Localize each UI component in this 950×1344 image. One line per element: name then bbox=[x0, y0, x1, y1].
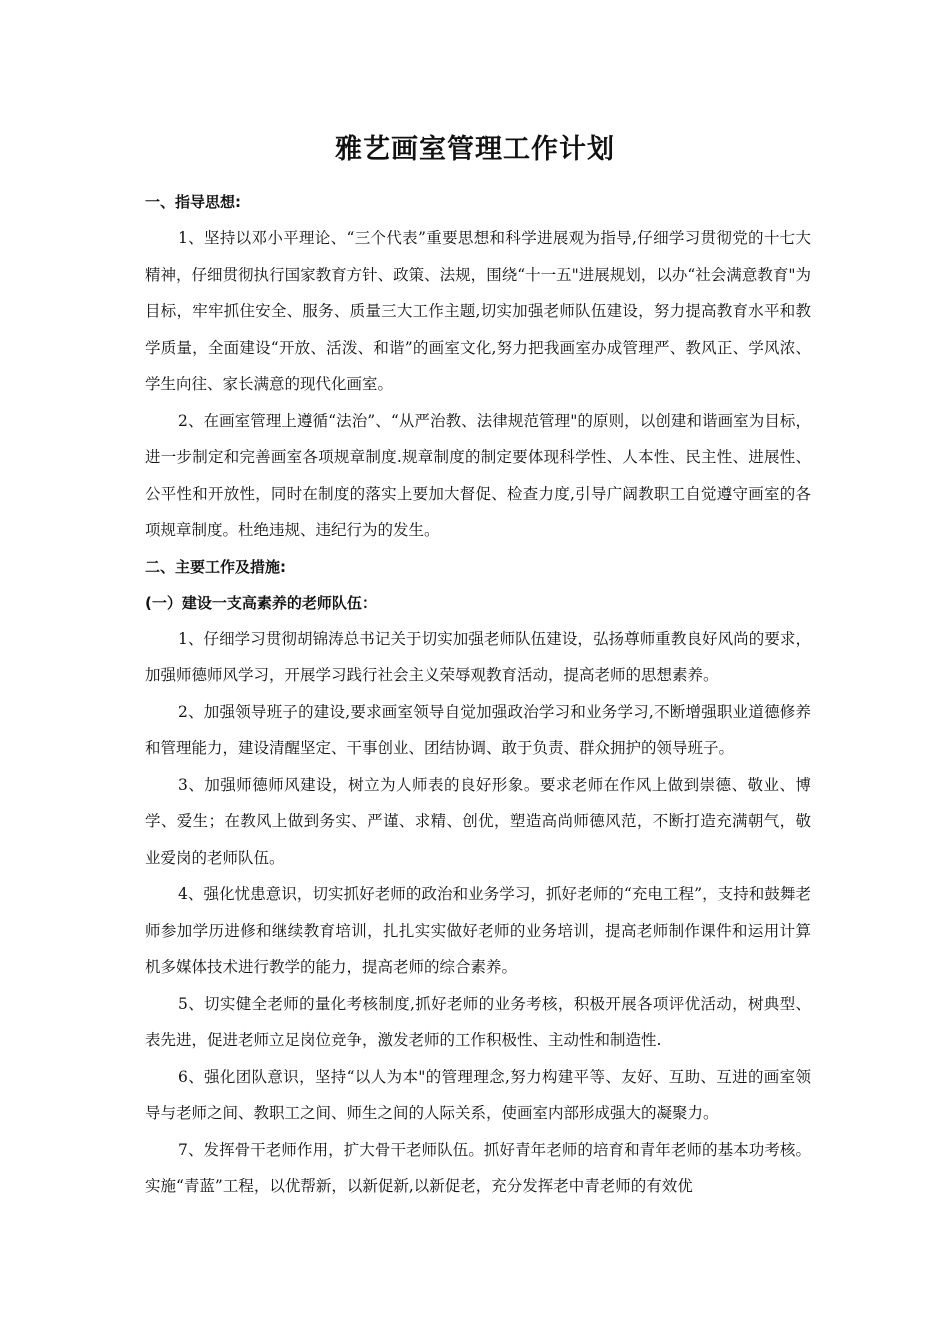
paragraph: 3、加强师德师风建设，树立为人师表的良好形象。要求老师在作风上做到崇德、敬业、博学、爱生；在教风上做到务实、严谨、求精、创优，塑造高尚师德风范，不断打造充满朝气，敬业爱岗的老师队伍。 bbox=[145, 775, 811, 867]
section-heading: 二、主要工作及措施: bbox=[145, 557, 286, 576]
paragraph: 2、加强领导班子的建设,要求画室领导自觉加强政治学习和业务学习,不断增强职业道德修养和管理能力，建设清醒坚定、干事创业、团结协调、敢于负责、群众拥护的领导班子。 bbox=[145, 702, 811, 757]
document-title: 雅艺画室管理工作计划 bbox=[335, 134, 615, 165]
paragraph: 6、强化团队意识，坚持“以人为本"的管理理念,努力构建平等、友好、互助、互进的画室领导与老师之间、教职工之间、师生之间的人际关系，使画室内部形成强大的凝聚力。 bbox=[145, 1067, 811, 1122]
section-subheading: (一）建设一支高素养的老师队伍： bbox=[145, 593, 377, 612]
section-guiding-thought bbox=[145, 184, 811, 549]
paragraph: 7、发挥骨干老师作用，扩大骨干老师队伍。抓好青年老师的培育和青年老师的基本功考核。实施“青蓝”工程，以优帮新，以新促新,以新促老，充分发挥老中青老师的有效优 bbox=[145, 1140, 811, 1195]
paragraph: 1、坚持以邓小平理论、“三个代表”重要思想和科学进展观为指导,仔细学习贯彻党的十七大精神，仔细贯彻执行国家教育方针、政策、法规，围绕“十一五"进展规划，以办“社会满意教育"为目标，牢牢抓住安全、服务、质量三大工作主题,切实加强老师队伍建设，努力提高教育水平和教学质量，全面建设“开放、活泼、和谐”的画室文化,努力把我画室办成管理严、教风正、学风浓、学生向往、家长满意的现代化画室。 bbox=[145, 229, 811, 393]
paragraph: 1、仔细学习贯彻胡锦涛总书记关于切实加强老师队伍建设，弘扬尊师重教良好风尚的要求，加强师德师风学习，开展学习践行社会主义荣辱观教育活动，提高老师的思想素养。 bbox=[145, 629, 811, 684]
document-body bbox=[145, 184, 811, 1205]
paragraph: 2、在画室管理上遵循“法治”、“从严治教、法律规范管理"的原则，以创建和谐画室为目标，进一步制定和完善画室各项规章制度.规章制度的制定要体现科学性、人本性、民主性、进展性、公平性和开放性，同时在制度的落实上要加大督促、检查力度,引导广阔教职工自觉遵守画室的各项规章制度。杜绝违规、违纪行为的发生。 bbox=[145, 411, 811, 539]
section-heading: 一、指导思想: bbox=[145, 193, 241, 211]
section-main-work bbox=[145, 549, 811, 1205]
paragraph: 5、切实健全老师的量化考核制度,抓好老师的业务考核，积极开展各项评优活动，树典型、表先进，促进老师立足岗位竞争，激发老师的工作积极性、主动性和制造性. bbox=[145, 994, 811, 1049]
paragraph: 4、强化忧患意识，切实抓好老师的政治和业务学习，抓好老师的“充电工程”，支持和鼓舞老师参加学历进修和继续教育培训，扎扎实实做好老师的业务培训，提高老师制作课件和运用计算机多媒体技术进行教学的能力，提高老师的综合素养。 bbox=[145, 885, 811, 976]
